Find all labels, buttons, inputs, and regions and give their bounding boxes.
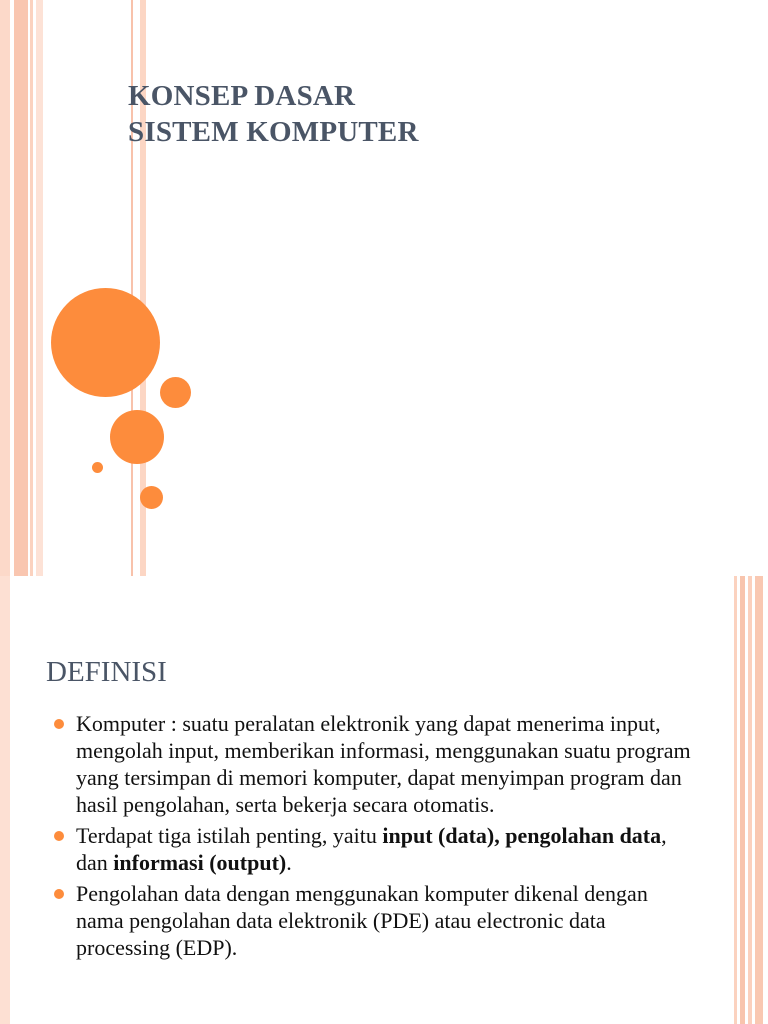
- bullet-item: [52, 822, 692, 876]
- bullet-text: .: [286, 850, 292, 875]
- bullet-dot-icon: [54, 719, 64, 729]
- slide-title: [128, 78, 419, 150]
- bullet-dot-icon: [54, 889, 64, 899]
- bullet-text: Komputer : suatu peralatan elektronik yang dapat menerima input, mengolah input, memberikan informasi, menggunakan suatu program yang tersimpan di memori komputer, dapat menyimpan program dan hasil pengolahan, serta bekerja secara otomatis.: [76, 711, 691, 817]
- decorative-circle-small: [160, 377, 191, 408]
- bullet-bold-term: informasi (output): [113, 850, 287, 875]
- decorative-stripe: [755, 576, 763, 1024]
- bullet-bold-term: input (data), pengolahan data: [382, 823, 662, 848]
- bullet-text: Pengolahan data dengan menggunakan komputer dikenal dengan nama pengolahan data elektronik (PDE) atau electronic data processing (EDP).: [76, 881, 648, 960]
- decorative-stripe: [30, 0, 33, 576]
- slide-title-line-1: KONSEP DASAR: [128, 80, 356, 112]
- bullet-text: Terdapat tiga istilah penting, yaitu: [76, 823, 383, 848]
- decorative-stripe: [734, 576, 737, 1024]
- decorative-circle-large: [51, 288, 160, 397]
- bullet-item: [52, 880, 692, 961]
- decorative-stripe: [36, 0, 43, 576]
- decorative-stripe: [740, 576, 745, 1024]
- decorative-circle-small: [140, 486, 163, 509]
- bullet-dot-icon: [54, 831, 64, 841]
- decorative-circle-tiny: [92, 462, 103, 473]
- decorative-stripe: [748, 576, 752, 1024]
- bullet-text: , dan: [76, 823, 667, 875]
- bullet-item: [52, 710, 692, 818]
- slide-title-line-2: SISTEM KOMPUTER: [128, 116, 419, 148]
- slide-heading: DEFINISI: [46, 656, 167, 688]
- definition-slide: [0, 576, 768, 1024]
- decorative-stripe: [14, 0, 28, 576]
- decorative-stripe: [0, 0, 10, 576]
- decorative-circle-medium: [110, 410, 164, 464]
- bullet-list: [52, 710, 692, 965]
- decorative-stripe: [0, 576, 10, 1024]
